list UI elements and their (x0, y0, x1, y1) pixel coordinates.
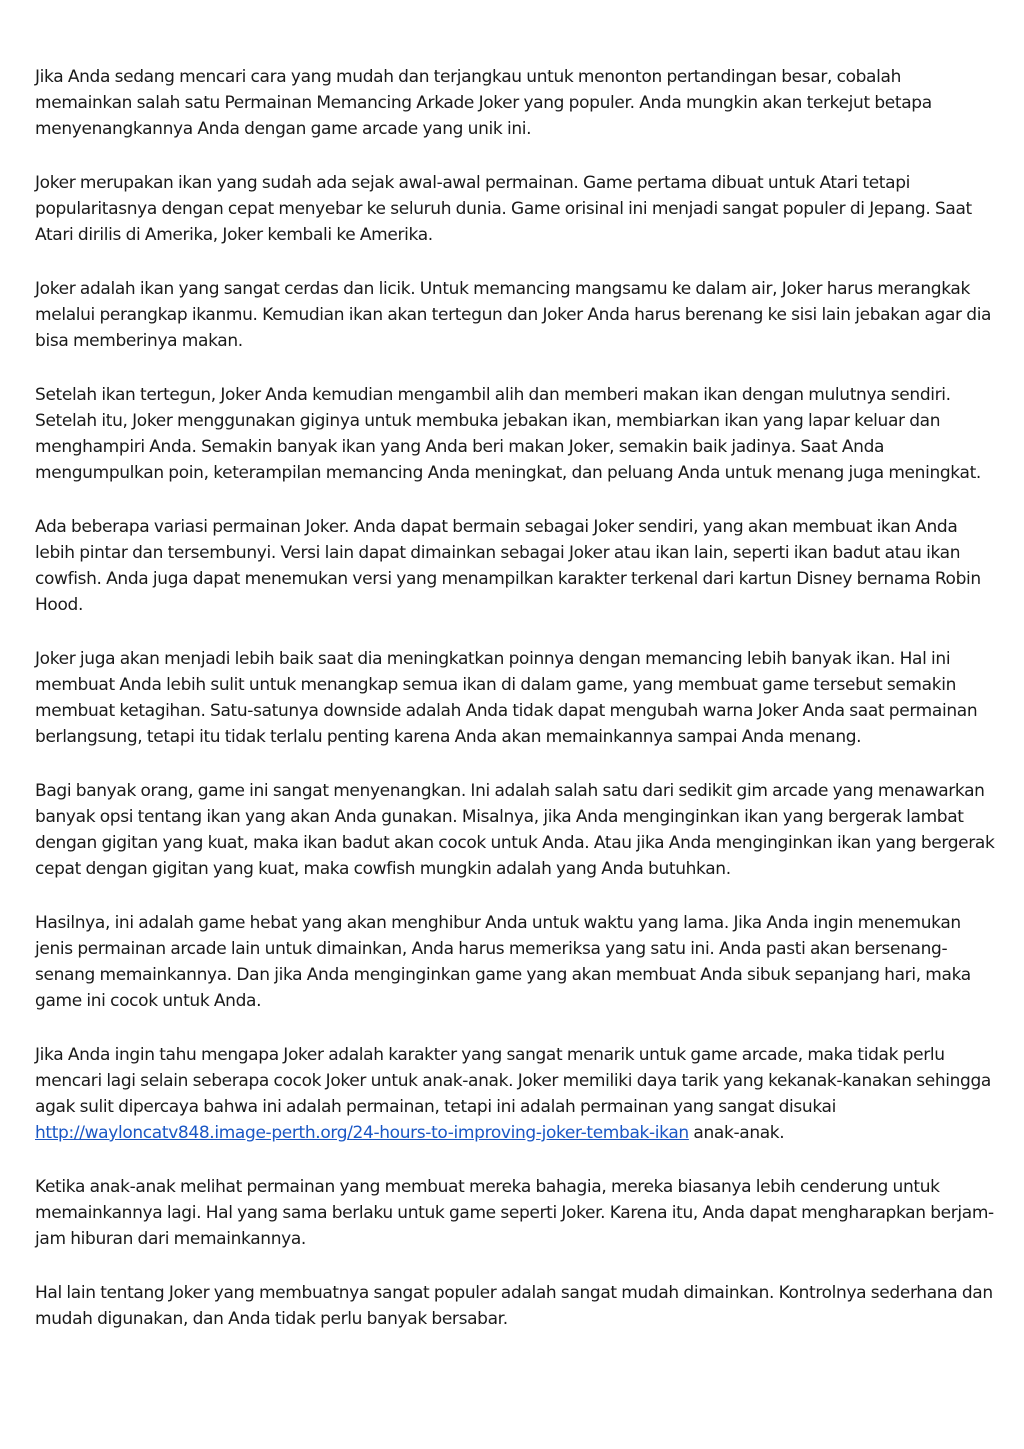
paragraph-11: Hal lain tentang Joker yang membuatnya sangat populer adalah sangat mudah dimainkan. Kontrolnya sederhana dan mudah digunakan, dan Anda tidak perlu banyak bersabar. (35, 1283, 993, 1329)
paragraph-2: Joker merupakan ikan yang sudah ada sejak awal-awal permainan. Game pertama dibuat untuk Atari tetapi popularitasnya dengan cepat menyebar ke seluruh dunia. Game orisinal ini menjadi sangat populer di Jepang. Saat Atari dirilis di Amerika, Joker kembali ke Amerika. (35, 173, 972, 245)
paragraph-8: Hasilnya, ini adalah game hebat yang akan menghibur Anda untuk waktu yang lama. Jika Anda ingin menemukan jenis permainan arcade lain untuk dimainkan, Anda harus memeriksa yang satu ini. Anda pasti akan bersenang-senang memainkannya. Dan jika Anda menginginkan game yang akan membuat Anda sibuk sepanjang hari, maka game ini cocok untuk Anda. (35, 913, 971, 1011)
paragraph-1: Jika Anda sedang mencari cara yang mudah dan terjangkau untuk menonton pertandingan besar, cobalah memainkan salah satu Permainan Memancing Arkade Joker yang populer. Anda mungkin akan terkejut betapa menyenangkannya Anda dengan game arcade yang unik ini. (35, 67, 932, 139)
paragraph-9-text-before: Jika Anda ingin tahu mengapa Joker adalah karakter yang sangat menarik untuk game arcade, maka tidak perlu mencari lagi selain seberapa cocok Joker untuk anak-anak. Joker memiliki daya tarik yang kekanak-kanakan sehingga agak sulit dipercaya bahwa ini adalah permainan, tetapi ini adalah permainan yang sangat disukai (35, 1045, 991, 1117)
paragraph-7: Bagi banyak orang, game ini sangat menyenangkan. Ini adalah salah satu dari sedikit gim arcade yang menawarkan banyak opsi tentang ikan yang akan Anda gunakan. Misalnya, jika Anda menginginkan ikan yang bergerak lambat dengan gigitan yang kuat, maka ikan badut akan cocok untuk Anda. Atau jika Anda menginginkan ikan yang bergerak cepat dengan gigitan yang kuat, maka cowfish mungkin adalah yang Anda butuhkan. (35, 781, 995, 879)
paragraph-9-text-after: anak-anak. (688, 1123, 785, 1143)
article-link[interactable]: http://wayloncatv848.image-perth.org/24-hours-to-improving-joker-tembak-ikan (35, 1123, 689, 1143)
document-body (35, 64, 995, 1360)
paragraph-3: Joker adalah ikan yang sangat cerdas dan licik. Untuk memancing mangsamu ke dalam air, Joker harus merangkak melalui perangkap ikanmu. Kemudian ikan akan tertegun dan Joker Anda harus berenang ke sisi lain jebakan agar dia bisa memberinya makan. (35, 279, 992, 351)
paragraph-4: Setelah ikan tertegun, Joker Anda kemudian mengambil alih dan memberi makan ikan dengan mulutnya sendiri. Setelah itu, Joker menggunakan giginya untuk membuka jebakan ikan, membiarkan ikan yang lapar keluar dan menghampiri Anda. Semakin banyak ikan yang Anda beri makan Joker, semakin baik jadinya. Saat Anda mengumpulkan poin, keterampilan memancing Anda meningkat, dan peluang Anda untuk menang juga meningkat. (35, 385, 981, 483)
paragraph-9-with-link (35, 1042, 995, 1146)
paragraph-6: Joker juga akan menjadi lebih baik saat dia meningkatkan poinnya dengan memancing lebih banyak ikan. Hal ini membuat Anda lebih sulit untuk menangkap semua ikan di dalam game, yang membuat game tersebut semakin membuat ketagihan. Satu-satunya downside adalah Anda tidak dapat mengubah warna Joker Anda saat permainan berlangsung, tetapi itu tidak terlalu penting karena Anda akan memainkannya sampai Anda menang. (35, 649, 978, 747)
paragraph-10: Ketika anak-anak melihat permainan yang membuat mereka bahagia, mereka biasanya lebih cenderung untuk memainkannya lagi. Hal yang sama berlaku untuk game seperti Joker. Karena itu, Anda dapat mengharapkan berjam-jam hiburan dari memainkannya. (35, 1177, 994, 1249)
paragraph-5: Ada beberapa variasi permainan Joker. Anda dapat bermain sebagai Joker sendiri, yang akan membuat ikan Anda lebih pintar dan tersembunyi. Versi lain dapat dimainkan sebagai Joker atau ikan lain, seperti ikan badut atau ikan cowfish. Anda juga dapat menemukan versi yang menampilkan karakter terkenal dari kartun Disney bernama Robin Hood. (35, 517, 981, 615)
